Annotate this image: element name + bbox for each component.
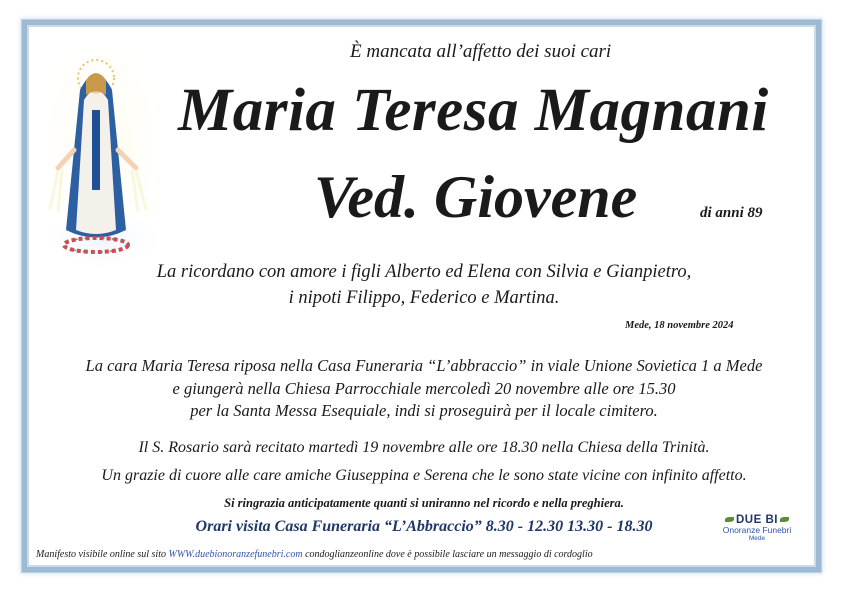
deceased-widow-name: Ved. Giovene <box>314 164 638 230</box>
family-line-1: La ricordano con amore i figli Alberto ed Elena con Silvia e Gianpietro, <box>156 262 692 282</box>
advance-thanks-text: Si ringrazia anticipatamente quanti si uniranno nel ricordo e nella preghiera. <box>224 496 624 510</box>
rosario-text: Il S. Rosario sarà recitato martedì 19 novembre alle ore 18.30 nella Chiesa della Trinità. <box>138 439 710 456</box>
intro-text: È mancata all’affetto dei suoi cari <box>350 41 612 62</box>
footer-prefix: Manifesto visibile online sul sito <box>36 549 169 560</box>
date-place: Mede, 18 novembre 2024 <box>625 320 734 331</box>
madonna-image <box>34 40 170 272</box>
funeral-line-2: e giungerà nella Chiesa Parrocchiale mercoledì 20 novembre alle ore 15.30 <box>172 379 676 398</box>
funeral-line-3: per la Santa Messa Esequiale, indi si proseguirà per il locale cimitero. <box>190 401 658 420</box>
logo-subtitle: Onoranze Funebri <box>722 525 792 535</box>
footer-note <box>36 549 593 560</box>
family-line-2: i nipoti Filippo, Federico e Martina. <box>288 288 560 308</box>
company-logo <box>712 514 802 560</box>
age: di anni 89 <box>700 205 763 221</box>
logo-city: Mede <box>748 535 766 542</box>
visiting-hours: Orari visita Casa Funeraria “L’Abbraccio” 8.30 - 12.30 13.30 - 18.30 <box>195 518 653 535</box>
thanks-text: Un grazie di cuore alle care amiche Giuseppina e Serena che le sono state vicine con infinito affetto. <box>101 467 747 484</box>
logo-brand: DUE BI <box>736 514 778 526</box>
leaf-icon <box>725 517 734 522</box>
website-link[interactable]: WWW.duebionoranzefunebri.com <box>168 549 303 560</box>
deceased-name: Maria Teresa Magnani <box>178 77 769 144</box>
footer-suffix: condoglianzeonline dove è possibile lasciare un messaggio di cordoglio <box>302 549 593 560</box>
funeral-line-1: La cara Maria Teresa riposa nella Casa Funeraria “L’abbraccio” in viale Unione Sovietica 1 a Mede <box>85 356 763 375</box>
leaf-icon <box>780 517 789 522</box>
